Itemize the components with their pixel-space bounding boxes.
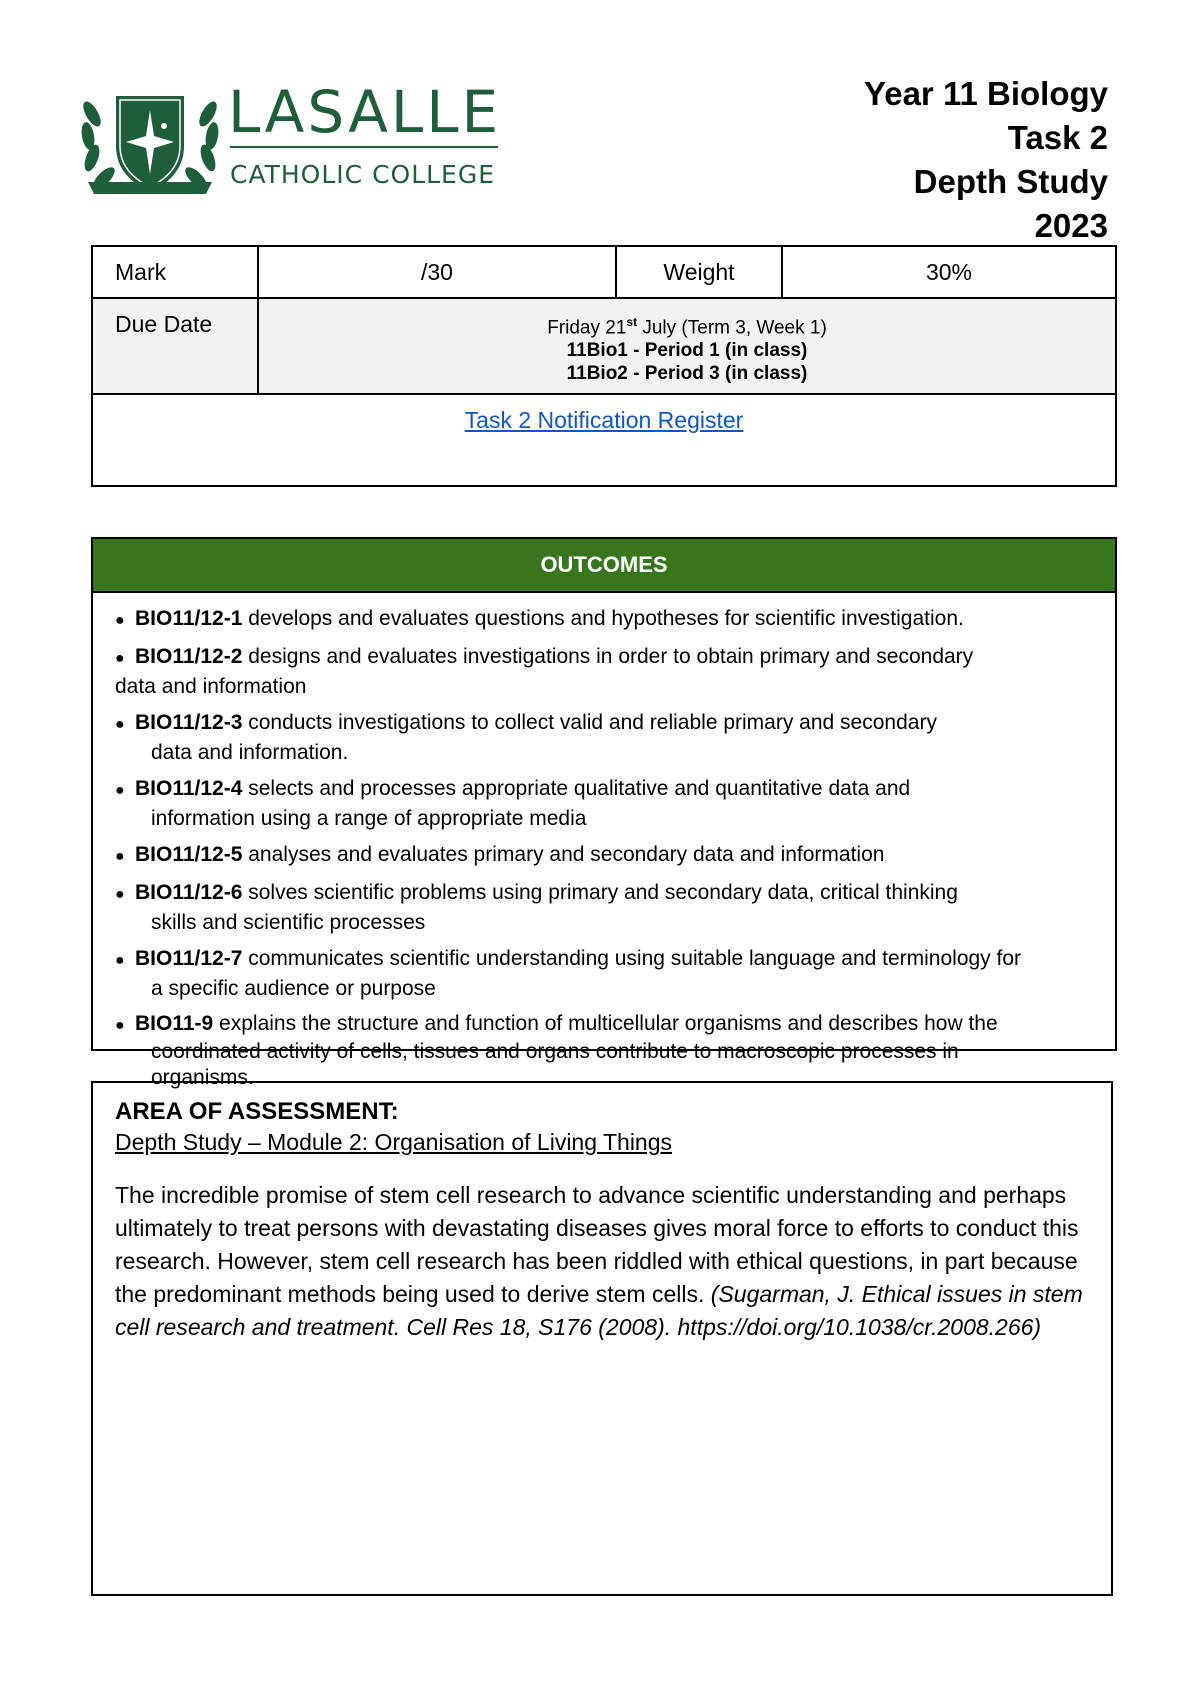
assessment-subheading: Depth Study – Module 2: Organisation of Living Things: [115, 1129, 673, 1155]
outcome-code: BIO11/12-1: [135, 607, 243, 630]
outcomes-box: [91, 537, 1117, 1089]
weight-value: 30%: [782, 246, 1116, 298]
assessment-body-text: The incredible promise of stem cell research to advance scientific understanding and perhaps ultimately to treat persons with devastating diseases gives moral force to efforts to conduct this research. However, stem cell research has been riddled with ethical questions, in part because the predominant methods being used to derive stem cells.: [115, 1182, 1079, 1307]
due-class-2: 11Bio2 - Period 3 (in class): [566, 363, 808, 385]
outcome-code: BIO11/12-3: [135, 711, 243, 734]
outcome-code: BIO11/12-4: [135, 777, 243, 800]
outcome-text: solves scientific problems using primary and secondary data, critical thinking: [242, 881, 958, 904]
logo-underline: [230, 146, 498, 148]
outcome-item: [115, 879, 1085, 937]
outcome-text: conducts investigations to collect valid and reliable primary and secondary: [242, 711, 937, 734]
logo-name: LASALLE: [228, 78, 502, 146]
title-subject: Year 11 Biology: [864, 75, 1108, 112]
outcome-text: analyses and evaluates primary and secondary data and information: [242, 843, 885, 866]
outcome-item: [115, 945, 1085, 1003]
due-day: Friday 21: [547, 317, 627, 339]
outcome-text: develops and evaluates questions and hypotheses for scientific investigation.: [242, 607, 964, 630]
outcome-text: selects and processes appropriate qualitative and quantitative data and: [242, 777, 911, 800]
assessment-box: [91, 1081, 1113, 1596]
outcome-text-cont: data and information: [115, 675, 307, 698]
task-info-table: [91, 245, 1117, 487]
assessment-citation: (Sugarman, J. Ethical issues in stem cell research and treatment. Cell Res 18, S176 (2008). https://doi.org/10.1038/cr.2008.266): [115, 1281, 1083, 1340]
outcomes-heading: OUTCOMES: [93, 539, 1115, 593]
outcome-text-cont: a specific audience or purpose: [151, 977, 436, 1000]
due-sup: st: [626, 315, 638, 329]
register-row: [92, 394, 1116, 486]
assessment-heading: AREA OF ASSESSMENT:: [115, 1098, 399, 1125]
due-date-label: Due Date: [92, 298, 258, 394]
bullet-icon: ●: [115, 886, 125, 903]
due-class-1: 11Bio1 - Period 1 (in class): [566, 340, 808, 362]
outcome-text-cont: information using a range of appropriate media: [151, 807, 587, 830]
bullet-icon: ●: [115, 716, 125, 733]
outcome-text-cont: data and information.: [151, 741, 349, 764]
bullet-icon: ●: [115, 612, 125, 629]
outcome-code: BIO11/12-5: [135, 843, 243, 866]
document-title: [864, 72, 1108, 248]
outcome-code: BIO11/12-6: [135, 881, 243, 904]
outcome-item: [115, 1011, 1085, 1091]
bullet-icon: ●: [115, 782, 125, 799]
title-task: Task 2: [1007, 119, 1108, 156]
title-year: 2023: [1034, 207, 1108, 244]
logo-subtitle: CATHOLIC COLLEGE: [230, 160, 496, 189]
weight-label: Weight: [616, 246, 782, 298]
outcome-text-cont: skills and scientific processes: [151, 911, 426, 934]
outcome-item: [115, 709, 1085, 767]
outcome-code: BIO11-9: [135, 1012, 214, 1035]
due-rest: July (Term 3, Week 1): [637, 317, 827, 339]
outcomes-list: [93, 593, 1115, 1091]
outcome-code: BIO11/12-7: [135, 947, 243, 970]
mark-value: /30: [258, 246, 616, 298]
assessment-body: [115, 1179, 1089, 1344]
outcome-text: communicates scientific understanding using suitable language and terminology for: [242, 947, 1022, 970]
outcome-item: [115, 605, 1085, 635]
outcome-text-cont: organisms.: [151, 1066, 254, 1089]
school-logo: [78, 78, 502, 204]
title-type: Depth Study: [913, 163, 1108, 200]
mark-label: Mark: [92, 246, 258, 298]
outcome-item: [115, 643, 1085, 701]
bullet-icon: ●: [115, 1017, 125, 1034]
notification-register-link[interactable]: Task 2 Notification Register: [464, 407, 744, 433]
outcome-text-cont: coordinated activity of cells, tissues and organs contribute to macroscopic processes in: [151, 1040, 959, 1063]
outcome-text: designs and evaluates investigations in order to obtain primary and secondary: [242, 645, 974, 668]
outcome-item: [115, 775, 1085, 833]
bullet-icon: ●: [115, 952, 125, 969]
outcome-text: explains the structure and function of multicellular organisms and describes how the: [213, 1012, 998, 1035]
bullet-icon: ●: [115, 848, 125, 865]
outcome-item: [115, 841, 1085, 871]
due-date-value: [258, 298, 1116, 394]
outcome-code: BIO11/12-2: [135, 645, 243, 668]
bullet-icon: ●: [115, 650, 125, 667]
